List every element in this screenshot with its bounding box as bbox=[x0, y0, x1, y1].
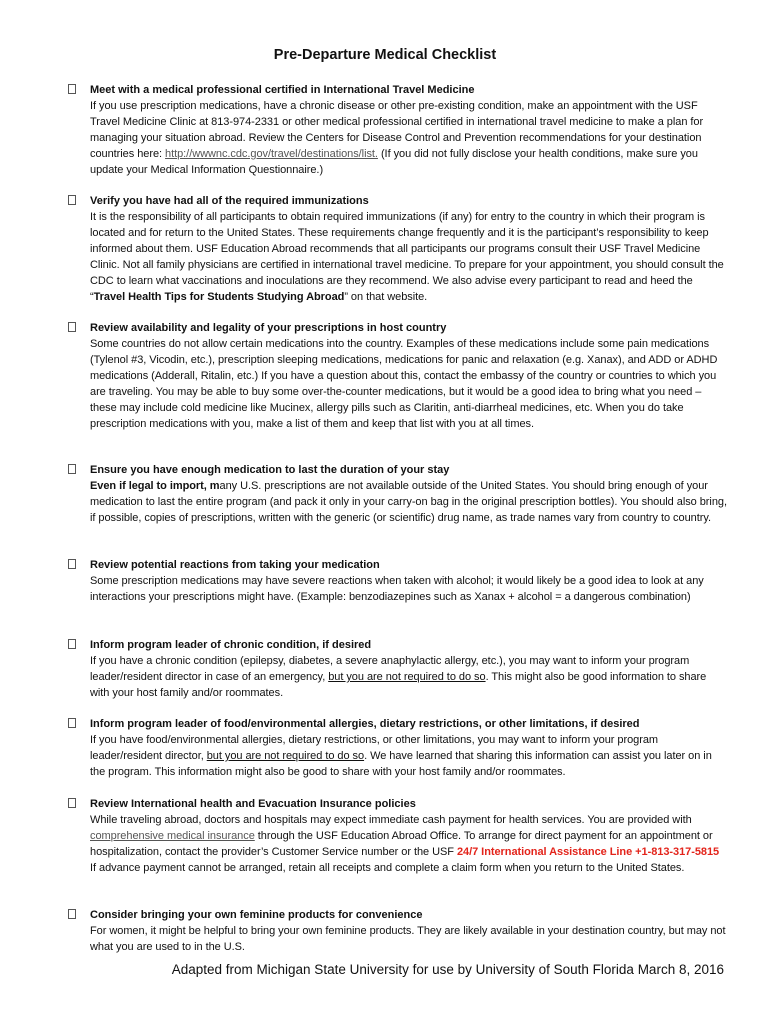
item-text: If you have food/environmental allergies, dietary restrictions, or other limitations, you may want to inform your program leader/resident director, bbox=[90, 734, 659, 762]
cdc-destinations-link[interactable]: http://wwwnc.cdc.gov/travel/destinations/list. bbox=[165, 148, 378, 160]
checklist-item-allergies bbox=[68, 716, 728, 780]
item-body: Some countries do not allow certain medications into the country. Examples of these medications include some pain medications (Tylenol #3, Vicodin, etc.), prescription sleeping medications, medications for panic and relaxation (e.g. Xanax), and ADD or ADHD medications (Adderall, Ritalin, etc.) If you have a question about this, contact the embassy of the country or countries to which you are traveling. You may be able to buy some over-the-counter medications, but it would be a good idea to bring what you need – these may include cold medicine like Mucinex, allergy pills such as Claritin, anti-diarrheal medicines, etc. When you do take prescription medications with you, make a list of them and keep that list with you at all times. bbox=[90, 338, 718, 430]
checklist-item-reactions bbox=[68, 557, 728, 605]
item-text: It is the responsibility of all participants to obtain required immunizations (if any) for entry to the country in which their program is located and for return to the United States. These requirements change frequently and it is the participant’s responsibility to keep informed about them. USF Education Abroad recommends that all participants our programs consult their USF Travel Medicine Clinic. Not all family physicians are certified in international travel medicine. To prepare for your appointment, you should consult the CDC to learn what vaccinations and inoculations are they recommend. We also advise every participant to read and heed the “ bbox=[90, 211, 724, 303]
checkbox[interactable] bbox=[68, 322, 76, 332]
item-underlined-text: but you are not required to do so bbox=[328, 671, 486, 683]
item-text: If you have a chronic condition (epilepsy, diabetes, a severe anaphylactic allergy, etc.), you may want to inform your program leader/resident director in case of an emergency, bbox=[90, 655, 690, 683]
item-body bbox=[90, 653, 728, 701]
item-text: ” on that website. bbox=[344, 291, 428, 303]
item-heading: Meet with a medical professional certified in International Travel Medicine bbox=[90, 84, 475, 96]
medical-insurance-link[interactable]: comprehensive medical insurance bbox=[90, 830, 255, 842]
checkbox[interactable] bbox=[68, 464, 76, 474]
page-title: Pre-Departure Medical Checklist bbox=[273, 47, 497, 63]
item-text: . This might also be good information to share with your host family and/or roommates. bbox=[90, 671, 707, 699]
item-heading: Review potential reactions from taking your medication bbox=[90, 559, 380, 571]
item-body bbox=[90, 732, 728, 780]
item-heading: Inform program leader of food/environmental allergies, dietary restrictions, or other limitations, if desired bbox=[90, 718, 640, 730]
checkbox[interactable] bbox=[68, 195, 76, 205]
checkbox[interactable] bbox=[68, 718, 76, 728]
checklist-item-prescription-legality bbox=[68, 320, 728, 432]
item-text: (If you did not fully disclose your health conditions, make sure you update your Medical Information Questionnaire.) bbox=[90, 148, 698, 176]
item-body bbox=[90, 209, 728, 305]
checkbox[interactable] bbox=[68, 909, 76, 919]
item-text: . We have learned that sharing this information can assist you later on in the program. This information might also be good to share with your host family and/or roommates. bbox=[90, 750, 712, 778]
item-heading: Review availability and legality of your prescriptions in host country bbox=[90, 322, 447, 334]
checkbox[interactable] bbox=[68, 84, 76, 94]
checkbox[interactable] bbox=[68, 639, 76, 649]
item-heading: Consider bringing your own feminine products for convenience bbox=[90, 909, 423, 921]
item-text: While traveling abroad, doctors and hospitals may expect immediate cash payment for health services. You are provided with bbox=[90, 814, 692, 826]
item-body bbox=[90, 478, 728, 526]
item-bold-text: Travel Health Tips for Students Studying Abroad bbox=[93, 291, 345, 303]
item-body bbox=[90, 812, 728, 876]
item-body: Some prescription medications may have severe reactions when taken with alcohol; it would likely be a good idea to look at any interactions your prescriptions might have. (Example: benzodiazepines such as Xanax + alcohol = a dangerous combination) bbox=[90, 575, 704, 603]
item-text: If you use prescription medications, have a chronic disease or other pre-existing condition, make an appointment with the USF Travel Medicine Clinic at 813-974-2331 or other medical professional certified in international travel medicine to make a plan for managing your situation abroad. Review the Centers for Disease Control and Prevention recommendations for your destination countries here: bbox=[90, 100, 704, 160]
checklist-item-insurance bbox=[68, 796, 728, 876]
item-heading: Inform program leader of chronic condition, if desired bbox=[90, 639, 372, 651]
item-text: If advance payment cannot be arranged, retain all receipts and complete a claim form when you return to the United States. bbox=[90, 862, 685, 874]
item-underlined-text: but you are not required to do so bbox=[206, 750, 365, 762]
checklist-item-immunizations bbox=[68, 193, 728, 305]
checklist-item-medical-professional bbox=[68, 82, 728, 178]
assistance-line-phone: 24/7 International Assistance Line +1-813-317-5815 bbox=[456, 846, 720, 858]
item-heading: Verify you have had all of the required immunizations bbox=[90, 195, 369, 207]
item-text: through the USF Education Abroad Office. To arrange for direct payment for an appointment or hospitalization, contact the provider’s Customer Service number or the USF bbox=[90, 830, 713, 858]
item-text: any U.S. prescriptions are not available outside of the United States. You should bring enough of your medication to last the entire program (and pack it only in your carry-on bag in the original prescription bottles). You should also bring, if possible, copies of prescriptions, written with the generic (or scientific) drug name, as trade names vary from country to country. bbox=[90, 480, 727, 524]
checklist-item-feminine-products bbox=[68, 907, 728, 955]
item-body: For women, it might be helpful to bring your own feminine products. They are likely available in your destination country, but may not what you are used to in the U.S. bbox=[90, 925, 726, 953]
checklist-item-chronic-condition bbox=[68, 637, 728, 701]
item-heading: Ensure you have enough medication to last the duration of your stay bbox=[90, 464, 450, 476]
checkbox[interactable] bbox=[68, 798, 76, 808]
footer-attribution: Adapted from Michigan State University for use by University of South Florida March 8, 2016 bbox=[171, 962, 724, 977]
checklist-item-enough-medication bbox=[68, 462, 728, 526]
checkbox[interactable] bbox=[68, 559, 76, 569]
item-body bbox=[90, 98, 728, 178]
item-bold-text: Even if legal to import, m bbox=[90, 480, 220, 492]
item-heading: Review International health and Evacuation Insurance policies bbox=[90, 798, 416, 810]
